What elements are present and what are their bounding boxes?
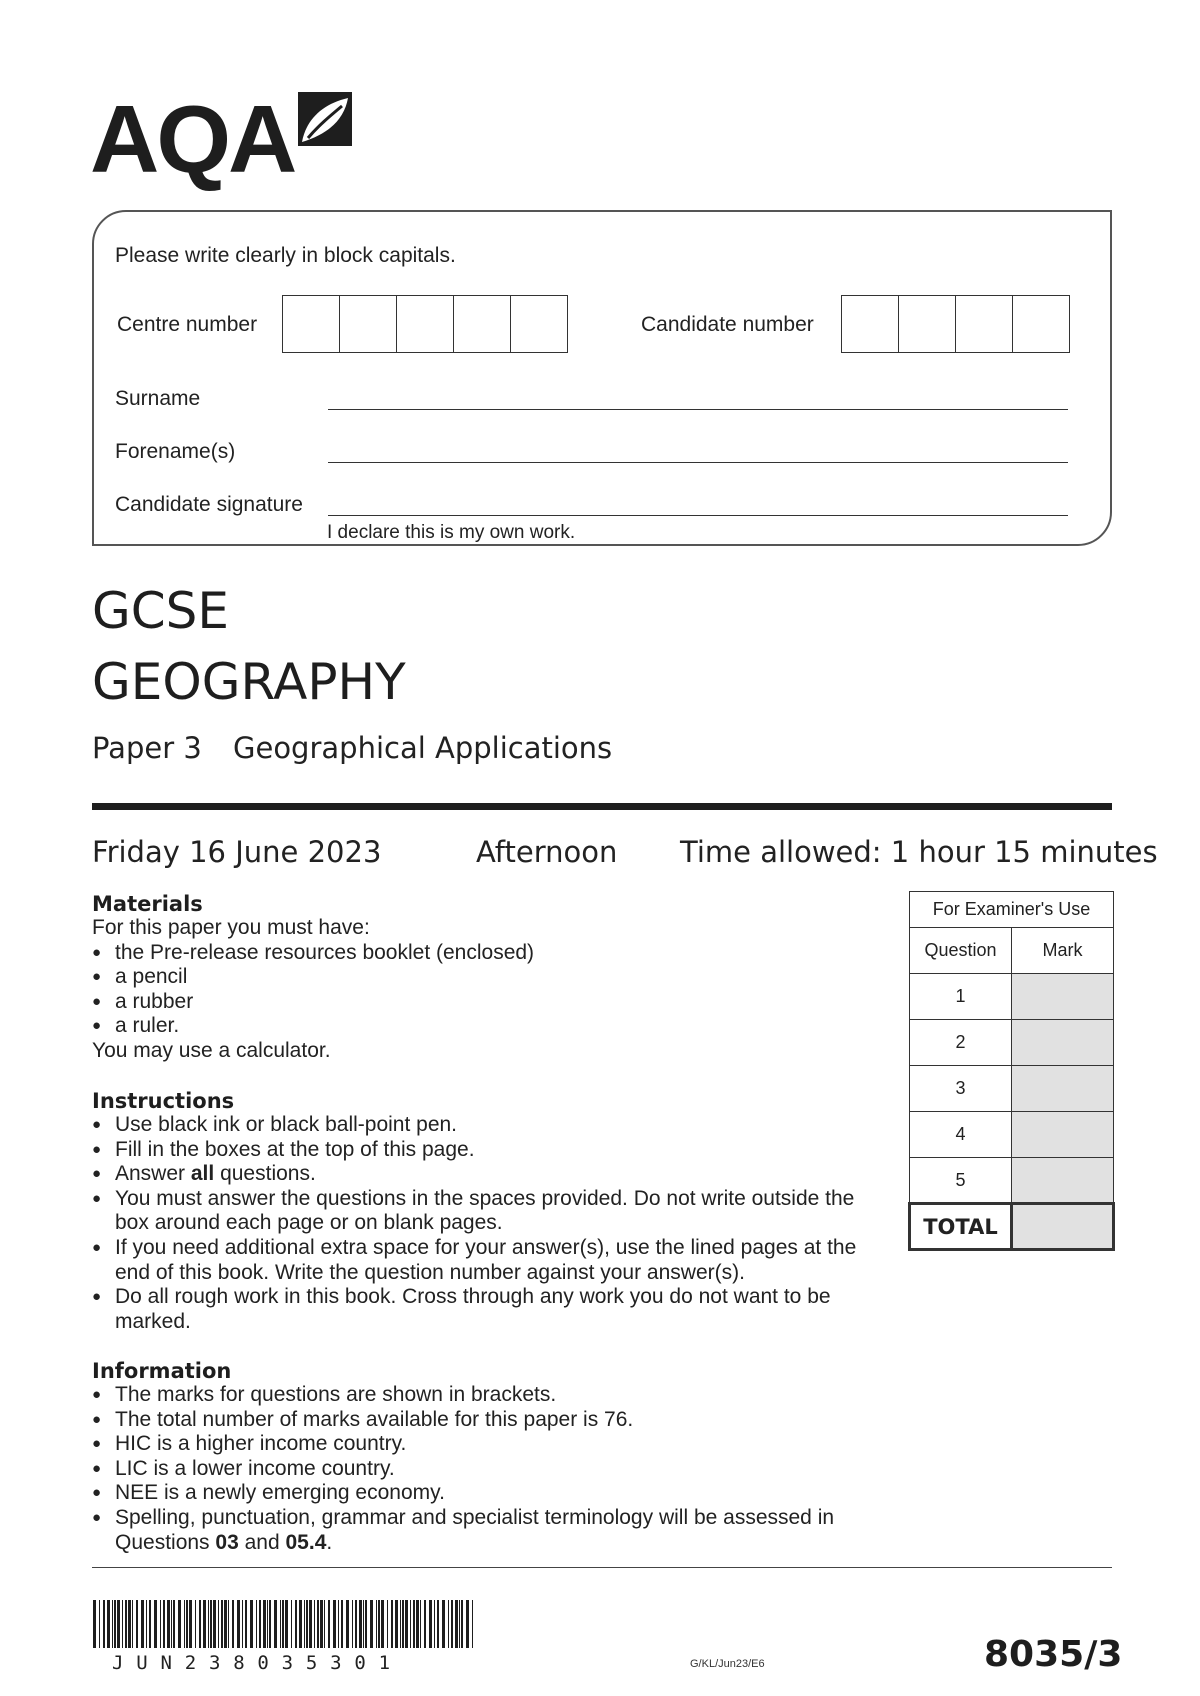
qualification-title: GCSE <box>92 582 229 640</box>
candidate-number-digit[interactable] <box>842 296 899 352</box>
mark-cell <box>1012 1158 1114 1204</box>
centre-number-digit[interactable] <box>283 296 340 352</box>
centre-number-label: Centre number <box>117 313 258 336</box>
list-item: ● Do all rough work in this book. Cross through any work you do not want to be marked. <box>92 1285 892 1334</box>
list-item: ● LIC is a lower income country. <box>92 1457 892 1482</box>
centre-number-digit[interactable] <box>454 296 511 352</box>
list-item: ● If you need additional extra space for your answer(s), use the lined pages at the end of this book. Write the question number against your answer(s). <box>92 1236 892 1285</box>
surname-line[interactable] <box>328 409 1068 410</box>
surname-label: Surname <box>115 387 201 410</box>
total-mark-cell <box>1012 1204 1114 1250</box>
list-item: ● NEE is a newly emerging economy. <box>92 1481 892 1506</box>
paper-reference: G/KL/Jun23/E6 <box>690 1658 765 1670</box>
list-item: ● You must answer the questions in the spaces provided. Do not write outside the box around each page or on blank pages. <box>92 1187 892 1236</box>
centre-number-digit[interactable] <box>340 296 397 352</box>
list-item: ● a pencil <box>92 965 892 990</box>
signature-label: Candidate signature <box>115 493 303 516</box>
candidate-number-boxes[interactable] <box>841 295 1070 353</box>
mark-cell <box>1012 1066 1114 1112</box>
exam-session: Afternoon <box>476 835 618 869</box>
question-number: 4 <box>910 1112 1012 1158</box>
calculator-note: You may use a calculator. <box>92 1038 331 1062</box>
list-item: ● a ruler. <box>92 1014 892 1039</box>
question-column-header: Question <box>910 928 1012 974</box>
information-section <box>92 1359 892 1555</box>
information-list <box>92 1383 892 1555</box>
list-item: ● the Pre-release resources booklet (enclosed) <box>92 941 892 966</box>
forenames-label: Forename(s) <box>115 440 236 463</box>
aqa-logo-text: AQA <box>90 86 295 193</box>
mark-cell <box>1012 1112 1114 1158</box>
barcode-icon <box>93 1600 475 1650</box>
list-item: ● Fill in the boxes at the top of this page. <box>92 1138 892 1163</box>
list-item: ● The total number of marks available for this paper is 76. <box>92 1408 892 1433</box>
candidate-number-digit[interactable] <box>899 296 956 352</box>
mark-cell <box>1012 1020 1114 1066</box>
instructions-section <box>92 1089 892 1334</box>
exam-date: Friday 16 June 2023 <box>92 835 382 869</box>
forenames-line[interactable] <box>328 462 1068 463</box>
candidate-number-digit[interactable] <box>956 296 1013 352</box>
question-number: 3 <box>910 1066 1012 1112</box>
time-allowed: Time allowed: 1 hour 15 minutes <box>680 835 1158 869</box>
candidate-number-digit[interactable] <box>1013 296 1069 352</box>
declaration-text: I declare this is my own work. <box>327 522 576 543</box>
mark-cell <box>1012 974 1114 1020</box>
centre-number-digit[interactable] <box>511 296 567 352</box>
centre-number-boxes[interactable] <box>282 295 568 353</box>
subject-title: GEOGRAPHY <box>92 653 406 711</box>
information-heading: Information <box>92 1359 232 1383</box>
block-capitals-instruction: Please write clearly in block capitals. <box>115 244 456 267</box>
footer-rule <box>92 1567 1112 1568</box>
materials-intro: For this paper you must have: <box>92 916 370 939</box>
question-number: 2 <box>910 1020 1012 1066</box>
paper-number: Paper 3 <box>92 731 202 765</box>
list-item: ● HIC is a higher income country. <box>92 1432 892 1457</box>
barcode-number: JUN238035301 <box>112 1652 403 1674</box>
question-number: 5 <box>910 1158 1012 1204</box>
leaf-logo-icon <box>296 90 354 148</box>
paper-title: Geographical Applications <box>233 731 613 765</box>
list-item: ● a rubber <box>92 990 892 1015</box>
materials-heading: Materials <box>92 892 203 916</box>
list-item: ● Answer all questions. <box>92 1162 892 1187</box>
materials-list <box>92 941 892 1039</box>
question-number: 1 <box>910 974 1012 1020</box>
signature-line[interactable] <box>328 515 1068 516</box>
mark-column-header: Mark <box>1012 928 1114 974</box>
centre-number-digit[interactable] <box>397 296 454 352</box>
total-label: TOTAL <box>910 1204 1012 1250</box>
examiners-use-title: For Examiner's Use <box>910 892 1114 928</box>
instructions-heading: Instructions <box>92 1089 235 1113</box>
instructions-list <box>92 1113 892 1334</box>
candidate-number-label: Candidate number <box>641 313 814 336</box>
list-item: ● The marks for questions are shown in brackets. <box>92 1383 892 1408</box>
heading-rule <box>92 803 1112 810</box>
materials-section <box>92 892 892 1064</box>
list-item: ● Spelling, punctuation, grammar and specialist terminology will be assessed in Questions 03 and 05.4. <box>92 1506 892 1555</box>
paper-code: 8035/3 <box>984 1634 1123 1675</box>
examiners-use-table <box>908 891 1115 1251</box>
list-item: ● Use black ink or black ball-point pen. <box>92 1113 892 1138</box>
